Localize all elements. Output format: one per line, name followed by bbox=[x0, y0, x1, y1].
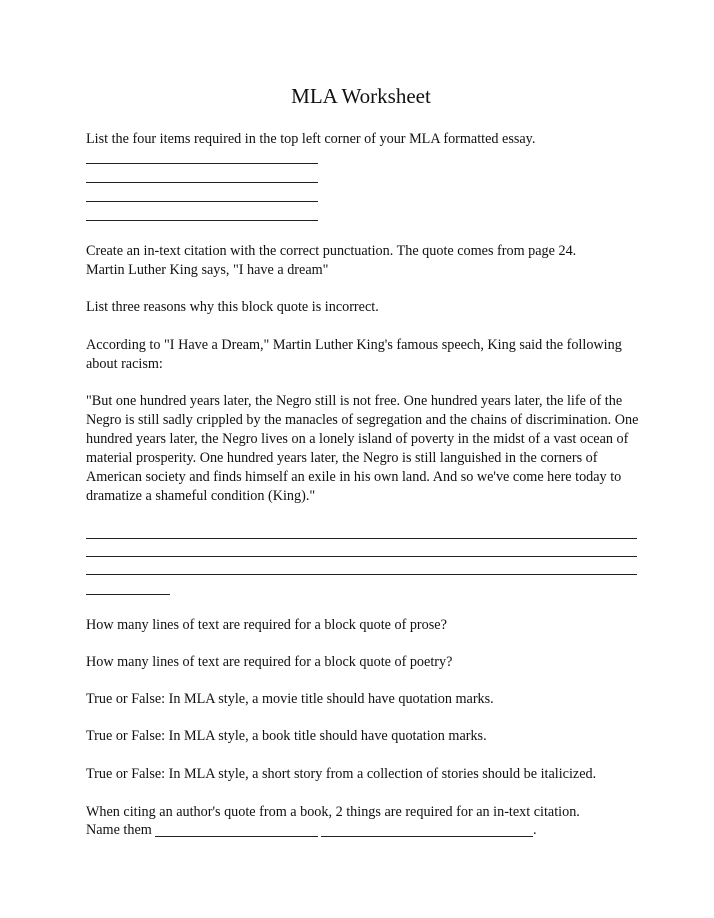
answer-line[interactable] bbox=[155, 836, 318, 837]
answer-line[interactable] bbox=[86, 163, 318, 164]
question-6-prompt: True or False: In MLA style, a movie title should have quotation marks. bbox=[86, 691, 494, 707]
question-8-prompt: True or False: In MLA style, a short story from a collection of stories should be italicized. bbox=[86, 766, 597, 782]
answer-line[interactable] bbox=[321, 836, 533, 837]
question-1-prompt: List the four items required in the top left corner of your MLA formatted essay. bbox=[86, 131, 536, 147]
question-9-prompt: When citing an author's quote from a book, 2 things are required for an in-text citation. bbox=[86, 804, 580, 820]
answer-line[interactable] bbox=[86, 220, 318, 221]
question-7-prompt: True or False: In MLA style, a book title should have quotation marks. bbox=[86, 728, 487, 744]
answer-line[interactable] bbox=[86, 201, 318, 202]
question-3-prompt: List three reasons why this block quote is incorrect. bbox=[86, 299, 379, 315]
question-9-name-label: Name them bbox=[86, 822, 152, 838]
block-quote-intro: According to "I Have a Dream," Martin Luther King's famous speech, King said the following about racism: bbox=[86, 337, 622, 372]
question-2-quote-line: Martin Luther King says, "I have a dream" bbox=[86, 262, 329, 278]
question-9-end-period: . bbox=[533, 822, 537, 838]
question-4-prompt: How many lines of text are required for a block quote of prose? bbox=[86, 617, 447, 633]
page-title: MLA Worksheet bbox=[291, 84, 431, 108]
block-quote-text: "But one hundred years later, the Negro still is not free. One hundred years later, the life of the Negro is still sadly crippled by the manacles of segregation and the chains of discrimination. One hundred years later, the Negro lives on a lonely island of poverty in the midst of a vast ocean of material prosperity. One hundred years later, the Negro is still languished in the corners of American society and finds himself an exile in his own land. And so we've come here today to dramatize a shameful condition (King)." bbox=[86, 393, 639, 504]
answer-line[interactable] bbox=[86, 182, 318, 183]
question-5-prompt: How many lines of text are required for a block quote of poetry? bbox=[86, 654, 453, 670]
answer-line[interactable] bbox=[86, 574, 637, 575]
question-2-prompt: Create an in-text citation with the correct punctuation. The quote comes from page 24. bbox=[86, 243, 577, 259]
answer-line[interactable] bbox=[86, 538, 637, 539]
answer-line[interactable] bbox=[86, 594, 170, 595]
answer-line[interactable] bbox=[86, 556, 637, 557]
